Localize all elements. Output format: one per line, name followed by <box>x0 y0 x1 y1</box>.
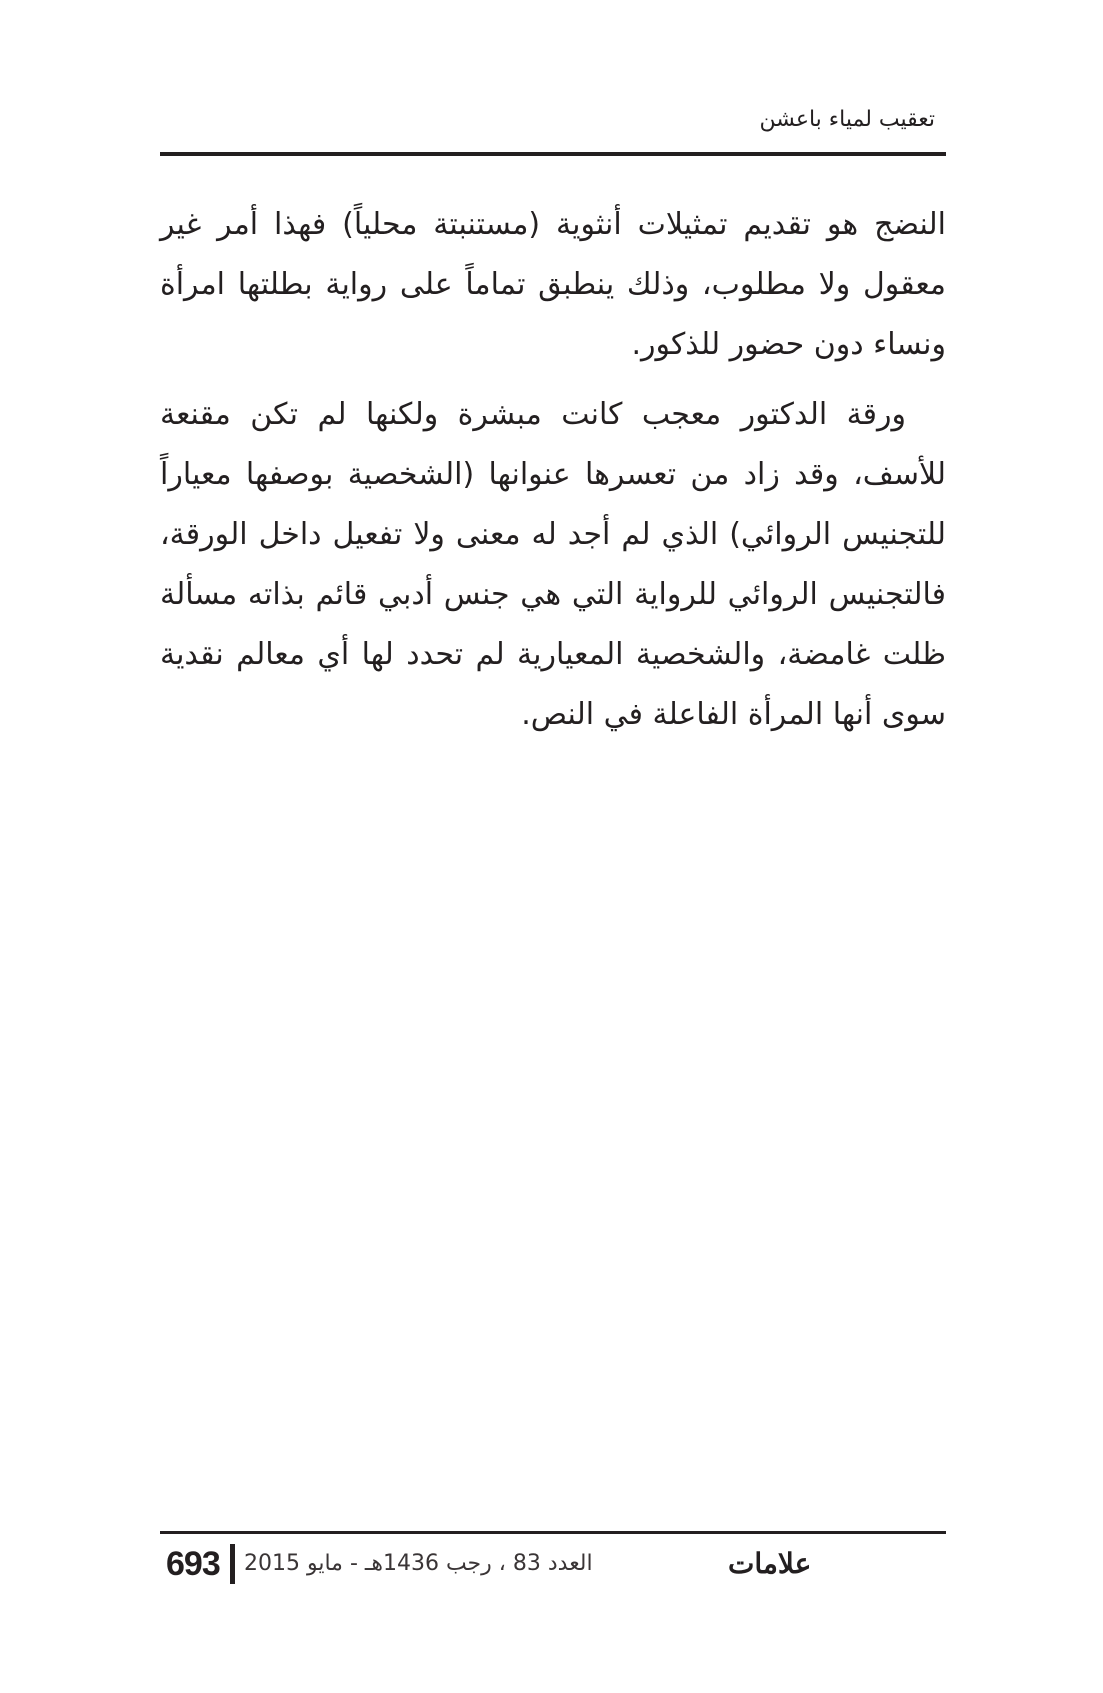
header-divider <box>160 152 946 156</box>
footer-divider <box>160 1531 946 1534</box>
footer-separator-bar <box>230 1544 235 1584</box>
paragraph-1: النضج هو تقديم تمثيلات أنثوية (مستنبتة محلياً) فهذا أمر غير معقول ولا مطلوب، وذلك ينطبق تماماً على رواية بطلتها امرأة ونساء دون حضور للذكور. <box>160 207 946 362</box>
page-footer <box>160 1538 946 1588</box>
issue-info: العدد 83 ، رجب 1436هـ - مايو 2015 <box>244 1551 593 1576</box>
body-text <box>160 195 946 745</box>
page-number: 693 <box>166 1545 220 1583</box>
paragraph-2: ورقة الدكتور معجب كانت مبشرة ولكنها لم تكن مقنعة للأسف، وقد زاد من تعسرها عنوانها (الشخصية بوصفها معياراً للتجنيس الروائي) الذي لم أجد له معنى ولا تفعيل داخل الورقة، فالتجنيس الروائي للرواية التي هي جنس أدبي قائم بذاته مسألة ظلت غامضة، والشخصية المعيارية لم تحدد لها أي معالم نقدية سوى أنها المرأة الفاعلة في النص. <box>160 397 946 732</box>
journal-logo: علامات <box>728 1547 812 1580</box>
running-head: تعقيب لمياء باعشن <box>759 107 935 132</box>
